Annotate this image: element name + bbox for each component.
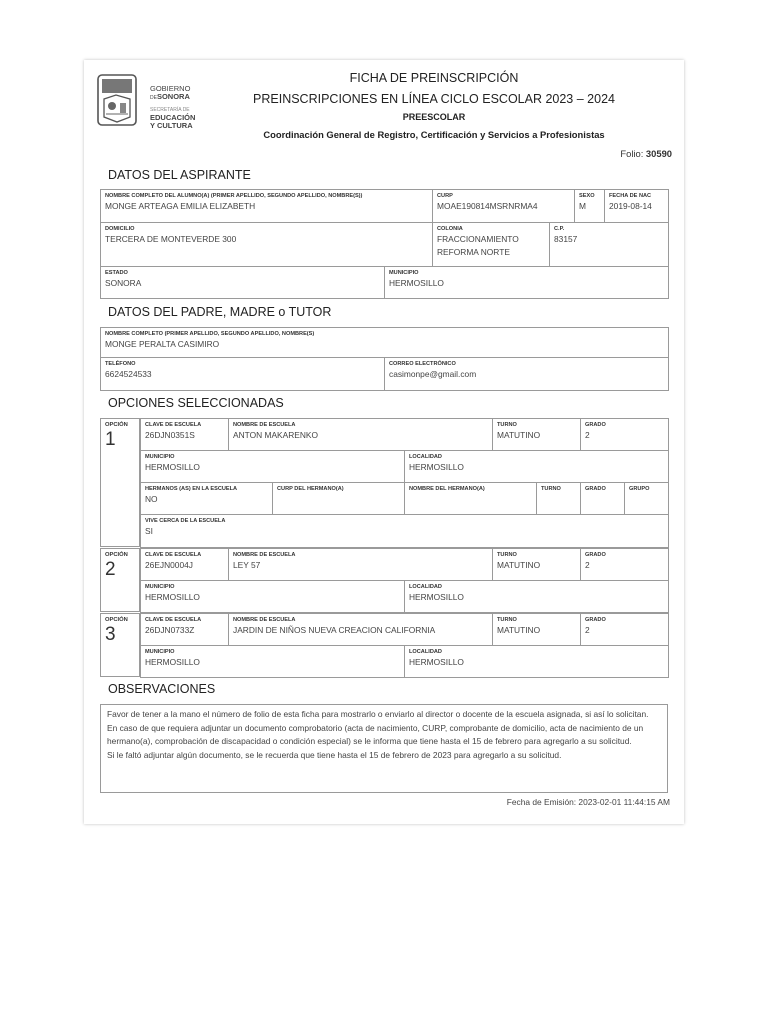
municipio-label: MUNICIPIO: [145, 454, 175, 460]
folio: [620, 148, 672, 159]
turno-cell: [493, 419, 581, 451]
correo-label: CORREO ELECTRÓNICO: [389, 361, 456, 367]
clave-value: 26DJN0733Z: [145, 625, 195, 635]
estado-table: [100, 266, 669, 299]
municipio-cell: [141, 646, 405, 678]
document-subtitle: PREINSCRIPCIONES EN LÍNEA CICLO ESCOLAR 2023 – 2024: [253, 92, 615, 106]
domicilio-cell: [101, 223, 433, 267]
alumno-nombre-label: NOMBRE COMPLETO DEL ALUMNO(A) (PRIMER APELLIDO, SEGUNDO APELLIDO, NOMBRE(S)): [105, 193, 363, 199]
municipio-label: MUNICIPIO: [145, 584, 175, 590]
clave-label: CLAVE DE ESCUELA: [145, 422, 202, 428]
localidad-cell: [405, 451, 669, 483]
clave-label: CLAVE DE ESCUELA: [145, 552, 202, 558]
tutor-table: [100, 327, 669, 358]
aspirante-table: [100, 189, 669, 223]
localidad-label: LOCALIDAD: [409, 454, 442, 460]
turno-label: TURNO: [497, 552, 517, 558]
nombre-hermano-cell: [405, 483, 537, 515]
grado-label: GRADO: [585, 617, 606, 623]
opcion-2-marker: [100, 548, 140, 612]
grupo-hermano-label: GRUPO: [629, 486, 650, 492]
curp-label: CURP: [437, 193, 453, 199]
estado-value: SONORA: [105, 278, 142, 288]
turno-hermano-label: TURNO: [541, 486, 561, 492]
localidad-cell: [405, 581, 669, 613]
localidad-label: LOCALIDAD: [409, 649, 442, 655]
escuela-value: JARDIN DE NIÑOS NUEVA CREACION CALIFORNIA: [233, 625, 436, 635]
escuela-label: NOMBRE DE ESCUELA: [233, 422, 296, 428]
section-title-aspirante: DATOS DEL ASPIRANTE: [108, 168, 251, 182]
hermanos-cell: [141, 483, 273, 515]
vive-cerca-cell: [141, 515, 669, 548]
section-title-tutor: DATOS DEL PADRE, MADRE o TUTOR: [108, 305, 332, 319]
curp-hermano-label: CURP DEL HERMANO(A): [277, 486, 344, 492]
fecha-nac-label: FECHA DE NAC: [609, 193, 652, 199]
opcion-3-escuela-table: [140, 613, 669, 646]
turno-label: TURNO: [497, 617, 517, 623]
escuela-label: NOMBRE DE ESCUELA: [233, 552, 296, 558]
escuela-label: NOMBRE DE ESCUELA: [233, 617, 296, 623]
localidad-value: HERMOSILLO: [409, 657, 464, 667]
grado-value: 2: [585, 560, 590, 570]
tutor-contacto-table: [100, 357, 669, 391]
cp-label: C.P.: [554, 226, 565, 232]
turno-value: MATUTINO: [497, 625, 541, 635]
turno-value: MATUTINO: [497, 560, 541, 570]
hermanos-label: HERMANOS (AS) EN LA ESCUELA: [145, 486, 238, 492]
opcion-2-ubicacion-table: [140, 580, 669, 613]
clave-cell: [141, 419, 229, 451]
ficha-page: [84, 60, 684, 824]
turno-hermano-cell: [537, 483, 581, 515]
municipio-value: HERMOSILLO: [389, 278, 444, 288]
nombre-hermano-label: NOMBRE DEL HERMANO(A): [409, 486, 485, 492]
municipio-value: HERMOSILLO: [145, 592, 200, 602]
folio-value: 30590: [645, 148, 672, 159]
cp-value: 83157: [554, 234, 578, 244]
opcion-number: 3: [105, 624, 116, 645]
logo-secretaria: SECRETARÍA DE: [150, 107, 190, 113]
opcion-label: OPCIÓN: [105, 552, 128, 558]
observacion-paragraph-1: Favor de tener a la mano el número de folio de esta ficha para mostrarlo o enviarlo al director o docente de la escuela asignada, si así lo solicitan.: [107, 709, 649, 719]
clave-cell: [141, 549, 229, 581]
tutor-nombre-cell: [101, 328, 669, 358]
colonia-label: COLONIA: [437, 226, 463, 232]
municipio-cell: [385, 267, 669, 299]
opcion-1-ubicacion-table: [140, 450, 669, 483]
telefono-cell: [101, 358, 385, 391]
localidad-cell: [405, 646, 669, 678]
telefono-value: 6624524533: [105, 369, 152, 379]
escuela-cell: [229, 419, 493, 451]
tutor-nombre-value: MONGE PERALTA CASIMIRO: [105, 339, 220, 349]
fecha-emision: Fecha de Emisión: 2023-02-01 11:44:15 AM: [506, 797, 670, 807]
municipio-value: HERMOSILLO: [145, 657, 200, 667]
grado-value: 2: [585, 625, 590, 635]
opcion-label: OPCIÓN: [105, 617, 128, 623]
clave-value: 26DJN0351S: [145, 430, 195, 440]
curp-hermano-cell: [273, 483, 405, 515]
municipio-label: MUNICIPIO: [389, 270, 419, 276]
grado-label: GRADO: [585, 422, 606, 428]
document-title: FICHA DE PREINSCRIPCIÓN: [349, 71, 519, 85]
logo-de: DE: [150, 95, 157, 101]
grado-value: 2: [585, 430, 590, 440]
folio-label: Folio:: [620, 148, 644, 159]
opcion-number: 1: [105, 429, 116, 450]
opcion-3-ubicacion-table: [140, 645, 669, 678]
grado-cell: [581, 614, 669, 646]
opcion-2-escuela-table: [140, 548, 669, 581]
domicilio-value: TERCERA DE MONTEVERDE 300: [105, 234, 237, 244]
curp-value: MOAE190814MSRNRMA4: [437, 201, 538, 211]
escuela-cell: [229, 614, 493, 646]
correo-cell: [385, 358, 669, 391]
vive-cerca-label: VIVE CERCA DE LA ESCUELA: [145, 518, 226, 524]
logo-cultura: Y CULTURA: [150, 121, 193, 130]
fecha-nac-cell: [605, 190, 669, 223]
estado-cell: [101, 267, 385, 299]
opcion-1-escuela-table: [140, 418, 669, 451]
escuela-cell: [229, 549, 493, 581]
observacion-paragraph-3: Si le faltó adjuntar algún documento, se le recuerda que tiene hasta el 15 de febrero de 2023 para agregarlo a su solicitud.: [107, 749, 562, 760]
education-level: PREESCOLAR: [402, 112, 466, 122]
section-title-observaciones: OBSERVACIONES: [108, 682, 216, 696]
opcion-1-marker: [100, 418, 140, 547]
domicilio-table: [100, 222, 669, 267]
grado-cell: [581, 419, 669, 451]
sonora-seal-icon: [96, 73, 138, 127]
sexo-label: SEXO: [579, 193, 595, 199]
observacion-paragraph-2: En caso de que requiera adjuntar un documento comprobatorio (acta de nacimiento, CURP, comprobante de domicilio, acta de nacimiento de un hermano(a), comprobación de discapacidad o condición especial) se le informa que tiene hasta el 15 de febrero para agregarlo a su solicitud.: [107, 722, 644, 747]
clave-label: CLAVE DE ESCUELA: [145, 617, 202, 623]
sexo-value: M: [579, 201, 586, 211]
colonia-cell: [433, 223, 550, 267]
domicilio-label: DOMICILIO: [105, 226, 135, 232]
grado-hermano-label: GRADO: [585, 486, 606, 492]
turno-label: TURNO: [497, 422, 517, 428]
municipio-cell: [141, 451, 405, 483]
sexo-cell: [575, 190, 605, 223]
telefono-label: TELÉFONO: [105, 361, 136, 367]
fecha-nac-value: 2019-08-14: [609, 201, 652, 211]
localidad-value: HERMOSILLO: [409, 462, 464, 472]
opcion-label: OPCIÓN: [105, 422, 128, 428]
colonia-value: FRACCIONAMIENTO REFORMA NORTE: [437, 234, 519, 257]
opcion-1-vive-cerca-table: [140, 514, 669, 548]
municipio-value: HERMOSILLO: [145, 462, 200, 472]
logo-educacion: EDUCACIÓN: [150, 113, 196, 122]
observaciones-box: [100, 704, 668, 793]
opcion-number: 2: [105, 559, 116, 580]
vive-cerca-value: SI: [145, 526, 153, 536]
turno-cell: [493, 614, 581, 646]
grado-label: GRADO: [585, 552, 606, 558]
clave-cell: [141, 614, 229, 646]
logo-sonora: SONORA: [156, 92, 190, 101]
grado-hermano-cell: [581, 483, 625, 515]
municipio-label: MUNICIPIO: [145, 649, 175, 655]
opcion-1-hermanos-table: [140, 482, 669, 515]
turno-cell: [493, 549, 581, 581]
estado-label: ESTADO: [105, 270, 128, 276]
localidad-label: LOCALIDAD: [409, 584, 442, 590]
turno-value: MATUTINO: [497, 430, 541, 440]
grado-cell: [581, 549, 669, 581]
alumno-nombre-value: MONGE ARTEAGA EMILIA ELIZABETH: [105, 201, 256, 211]
clave-value: 26EJN0004J: [145, 560, 193, 570]
logo-gobierno: GOBIERNO: [150, 84, 191, 93]
section-title-opciones: OPCIONES SELECCIONADAS: [108, 396, 284, 410]
grupo-hermano-cell: [625, 483, 669, 515]
escuela-value: ANTON MAKARENKO: [233, 430, 319, 440]
tutor-nombre-label: NOMBRE COMPLETO (PRIMER APELLIDO, SEGUNDO APELLIDO, NOMBRE(S): [105, 331, 315, 337]
cp-cell: [550, 223, 669, 267]
alumno-nombre-cell: [101, 190, 433, 223]
opcion-3-marker: [100, 613, 140, 677]
hermanos-value: NO: [145, 494, 158, 504]
correo-value: casimonpe@gmail.com: [389, 369, 477, 379]
curp-cell: [433, 190, 575, 223]
coordination-name: Coordinación General de Registro, Certificación y Servicios a Profesionistas: [263, 129, 605, 140]
escuela-value: LEY 57: [233, 560, 261, 570]
localidad-value: HERMOSILLO: [409, 592, 464, 602]
municipio-cell: [141, 581, 405, 613]
